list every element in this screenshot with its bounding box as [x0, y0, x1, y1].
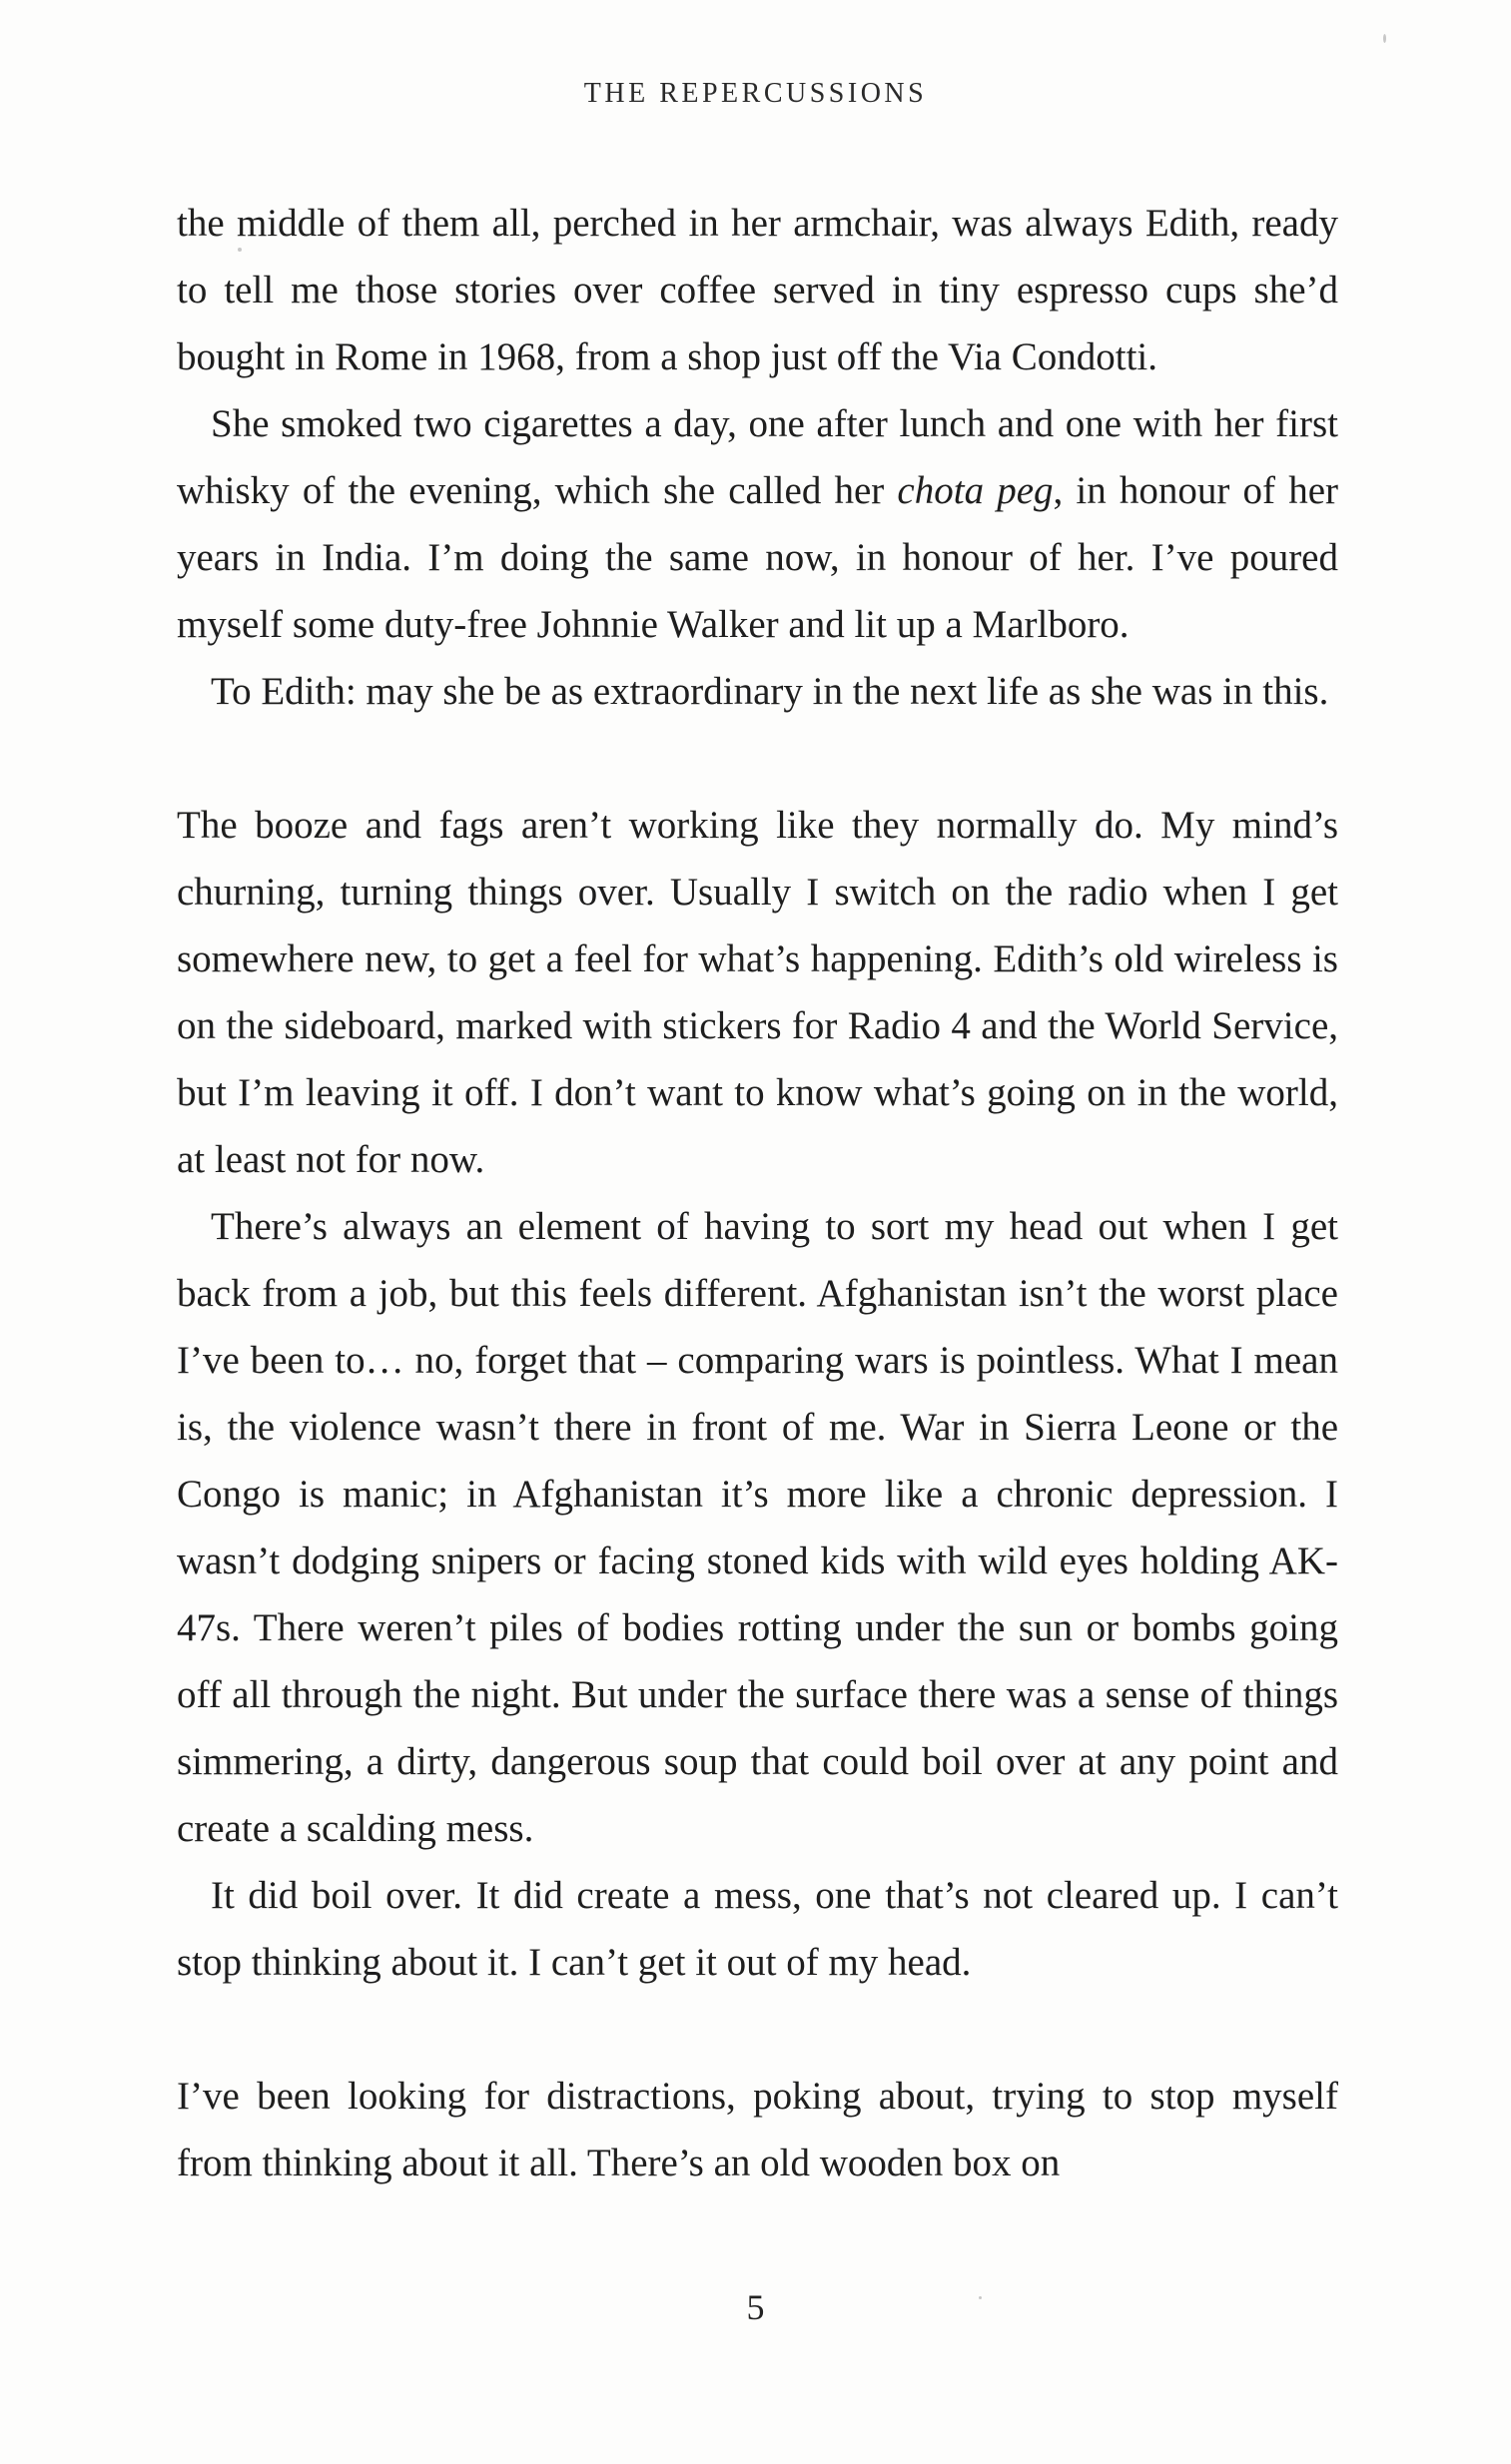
paragraph-2-emphasis: chota peg	[897, 469, 1054, 512]
paragraph-1: the middle of them all, perched in her armchair, was always Edith, ready to tell me those stories over coffee served in tiny espresso cups she’d bought in Rome in 1968, from a shop just off the Via Condotti.	[177, 202, 1338, 378]
paragraph-2	[177, 390, 1338, 658]
paragraph-3: To Edith: may she be as extraordinary in the next life as she was in this.	[211, 670, 1329, 713]
paragraph-5: There’s always an element of having to sort my head out when I get back from a job, but this feels different. Afghanistan isn’t the worst place I’ve been to… no, forget that – comparing wars is pointless. What I mean is, the violence wasn’t there in front of me. War in Sierra Leone or the Congo is manic; in Afghanistan it’s more like a chronic depression. I wasn’t dodging snipers or facing stoned kids with wild eyes holding AK-47s. There weren’t piles of bodies rotting under the sun or bombs going off all through the night. But under the surface there was a sense of things simmering, a dirty, dangerous soup that could boil over at any point and create a scalding mess.	[177, 1205, 1338, 1850]
page-number: 5	[746, 2287, 765, 2327]
paragraph-7: I’ve been looking for distractions, poking about, trying to stop myself from thinking about it all. There’s an old wooden box on	[177, 2075, 1338, 2184]
paragraph-6: It did boil over. It did create a mess, one that’s not cleared up. I can’t stop thinking about it. I can’t get it out of my head.	[177, 1874, 1338, 1984]
paragraph-4: The booze and fags aren’t working like they normally do. My mind’s churning, turning things over. Usually I switch on the radio when I get somewhere new, to get a feel for what’s happening. Edith’s old wireless is on the sideboard, marked with stickers for Radio 4 and the World Service, but I’m leaving it off. I don’t want to know what’s going on in the world, at least not for now.	[177, 804, 1338, 1181]
scan-speck	[238, 248, 242, 252]
scan-speck	[1383, 34, 1386, 43]
running-head: THE REPERCUSSIONS	[583, 78, 928, 109]
paragraph-2-before: She smoked two cigarettes a day, one after lunch and one with her first whisky of the evening, which she called her	[177, 402, 1338, 512]
body-text	[177, 190, 1338, 2196]
scan-speck	[979, 2296, 982, 2299]
paragraph-2-after: , in honour of her years in India. I’m doing the same now, in honour of her. I’ve poured myself some duty-free Johnnie Walker and lit up a Marlboro.	[177, 469, 1338, 646]
